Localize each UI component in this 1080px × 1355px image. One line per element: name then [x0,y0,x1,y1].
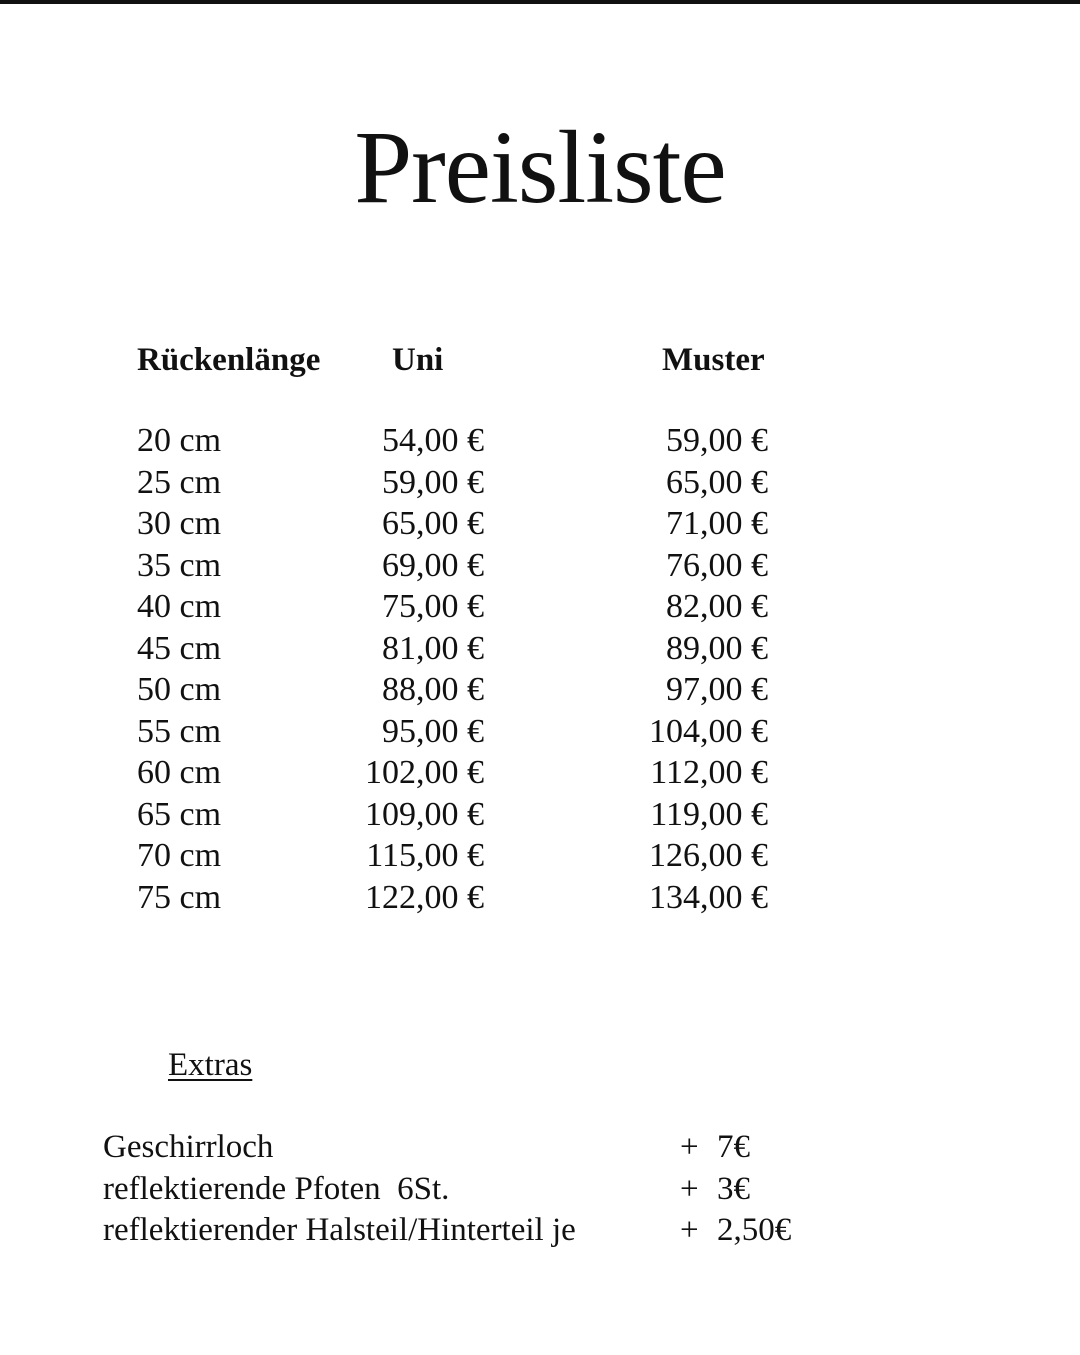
row-length: 60 cm [137,754,222,791]
row-length: 30 cm [137,505,222,542]
price-row [0,794,1080,836]
extra-price: 7€ [717,1129,750,1165]
price-row [0,420,1080,462]
row-price-uni: 81,00 € [382,629,484,667]
row-price-uni: 54,00 € [382,422,484,459]
row-price-muster: 119,00 € [650,795,768,833]
row-length: 45 cm [137,629,222,667]
extra-price: 2,50€ [717,1212,792,1248]
row-length: 55 cm [137,712,222,750]
price-row [0,669,1080,711]
price-row [0,835,1080,877]
row-length: 50 cm [137,671,222,708]
column-header-uni: Uni [392,342,444,378]
price-row [0,462,1080,504]
row-price-uni: 65,00 € [382,505,484,542]
extras-heading: Extras [168,1047,253,1083]
extra-item [0,1127,1080,1169]
extra-plus-sign: + [680,1170,699,1207]
row-price-muster: 71,00 € [666,505,768,542]
row-price-muster: 65,00 € [666,463,768,501]
row-price-uni: 122,00 € [365,878,484,916]
row-price-uni: 69,00 € [382,546,484,584]
row-price-muster: 104,00 € [649,712,768,750]
row-price-muster: 82,00 € [666,588,768,625]
row-price-uni: 59,00 € [382,463,484,501]
price-row [0,503,1080,545]
row-price-uni: 88,00 € [382,671,484,708]
page-title: Preisliste [354,110,726,225]
row-length: 25 cm [137,463,222,501]
row-length: 20 cm [137,422,222,459]
row-length: 35 cm [137,546,222,584]
row-price-muster: 134,00 € [649,878,768,916]
row-price-muster: 76,00 € [666,546,768,584]
extra-plus-sign: + [680,1212,699,1248]
price-row [0,586,1080,628]
extra-name: Geschirrloch [103,1129,274,1165]
row-price-muster: 59,00 € [666,422,768,459]
price-row [0,628,1080,670]
extra-name: reflektierender Halsteil/Hinterteil je [103,1212,576,1248]
extra-item [0,1169,1080,1211]
price-table [0,420,1080,918]
price-row [0,711,1080,753]
price-row [0,545,1080,587]
row-price-muster: 112,00 € [650,754,768,791]
column-header-length: Rückenlänge [137,342,321,378]
extra-name: reflektierende Pfoten 6St. [103,1170,450,1207]
row-length: 70 cm [137,837,222,874]
row-length: 75 cm [137,878,222,916]
price-row [0,877,1080,919]
row-price-muster: 97,00 € [666,671,768,708]
row-price-muster: 89,00 € [666,629,768,667]
row-length: 40 cm [137,588,222,625]
extra-price: 3€ [717,1170,750,1207]
extra-plus-sign: + [680,1129,699,1165]
row-price-uni: 115,00 € [366,837,484,874]
row-price-uni: 109,00 € [365,795,484,833]
price-row [0,752,1080,794]
row-price-muster: 126,00 € [649,837,768,874]
column-header-muster: Muster [662,342,765,378]
row-length: 65 cm [137,795,222,833]
top-border [0,0,1080,4]
row-price-uni: 102,00 € [365,754,484,791]
row-price-uni: 75,00 € [382,588,484,625]
extras-list [0,1127,1080,1252]
extra-item [0,1210,1080,1252]
row-price-uni: 95,00 € [382,712,484,750]
